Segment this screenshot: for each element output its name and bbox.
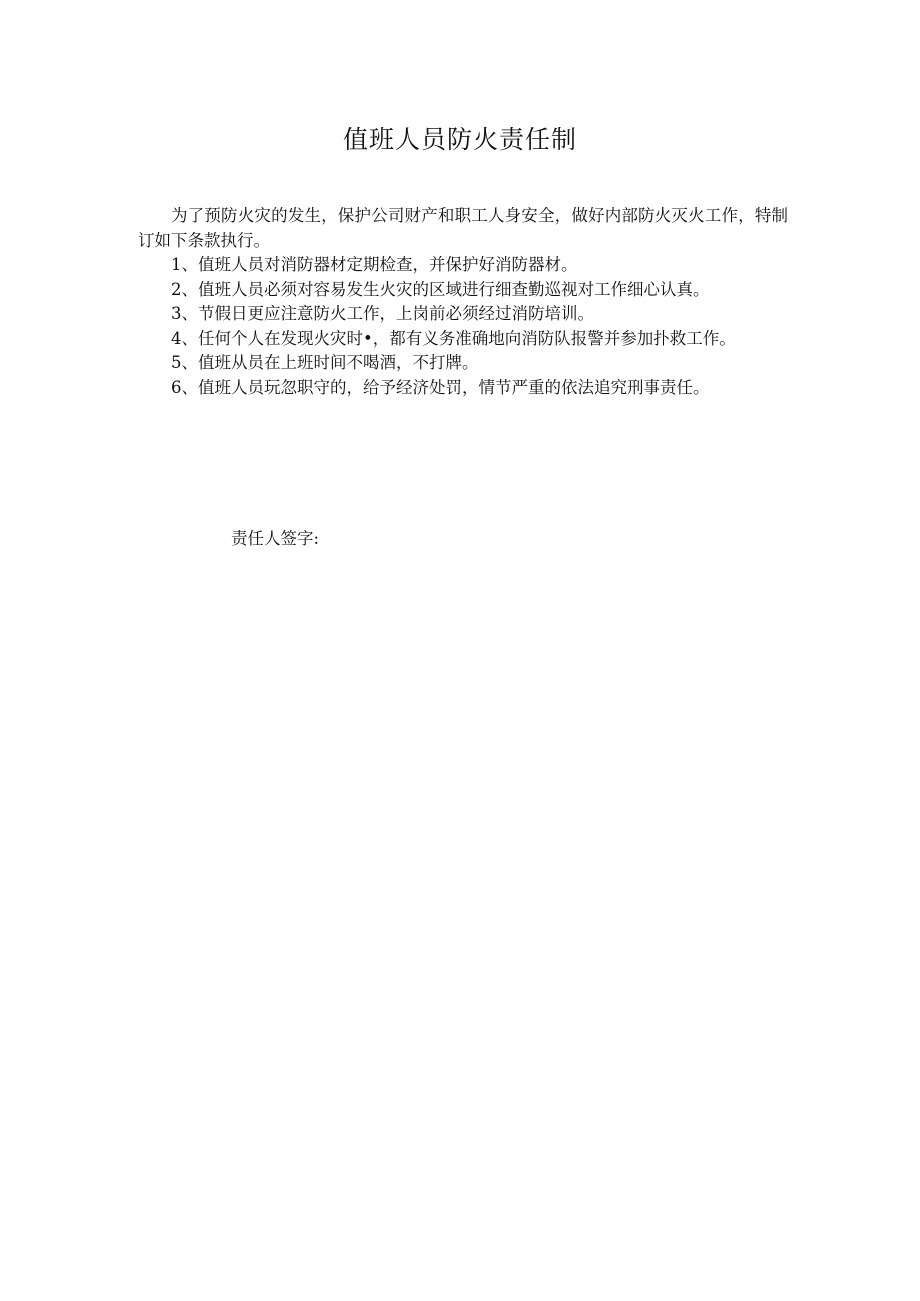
intro-paragraph: 为了预防火灾的发生，保护公司财产和职工人身安全，做好内部防火灭火工作，特制订如下条款执行。 (138, 206, 788, 250)
clause-2: 2、值班人员必须对容易发生火灾的区域进行细查勤巡视对工作细心认真。 (171, 279, 710, 299)
document-title: 值班人员防火责任制 (342, 125, 577, 154)
document-body (138, 204, 788, 400)
clause-1: 1、值班人员对消防器材定期检查，并保护好消防器材。 (171, 255, 578, 274)
clause-4: 4、任何个人在发现火灾时•，都有义务准确地向消防队报警并参加扑救工作。 (171, 328, 736, 348)
clause-3: 3、节假日更应注意防火工作，上岗前必须经过消防培训。 (171, 304, 594, 323)
clause-5: 5、值班从员在上班时间不喝酒，不打牌。 (171, 353, 479, 372)
signature-label: 责任人签字: (231, 529, 320, 548)
clause-6: 6、值班人员玩忽职守的，给予经济处罚，情节严重的依法追究刑事责任。 (171, 377, 710, 397)
